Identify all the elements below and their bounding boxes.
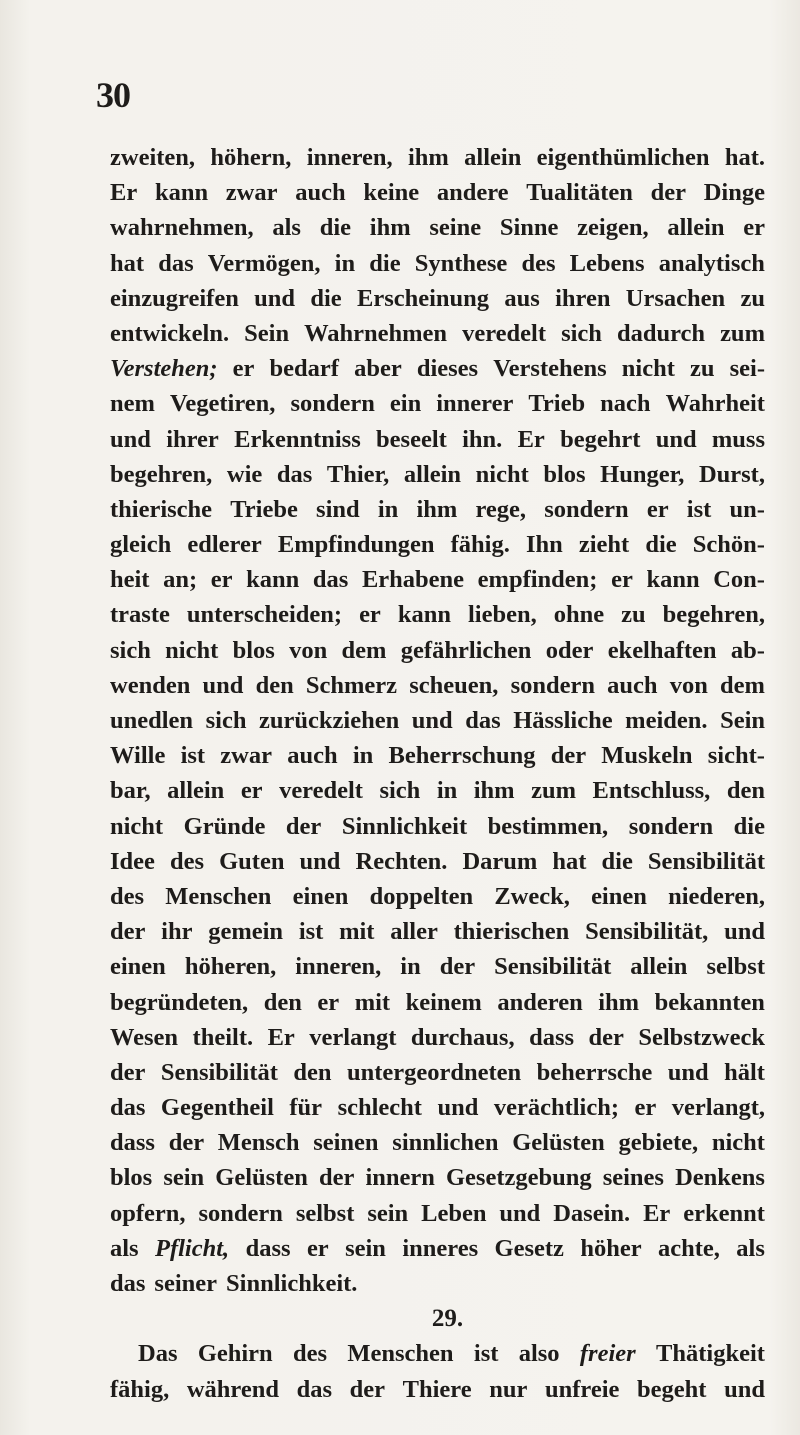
text-line: der ihr gemein ist mit aller thierischen Sensibilität, und (110, 918, 765, 946)
section-number (110, 1301, 765, 1336)
text-line: als Pflicht, dass er sein inneres Gesetz höher achte, als (110, 1234, 765, 1262)
text-line: traste unterscheiden; er kann lieben, ohne zu begehren, (110, 601, 765, 629)
text-line: thierische Triebe sind in ihm rege, sondern er ist un- (110, 495, 765, 523)
text-line: Wesen theilt. Er verlangt durchaus, dass der Selbstzweck (110, 1023, 765, 1051)
text-line: heit an; er kann das Erhabene empfinden; er kann Con- (110, 566, 765, 594)
body-text (110, 140, 765, 1407)
text-line: das Gegentheil für schlecht und verächtlich; er verlangt, (110, 1094, 765, 1122)
text-line: dass der Mensch seinen sinnlichen Gelüsten gebiete, nicht (110, 1129, 765, 1157)
text-line: opfern, sondern selbst sein Leben und Dasein. Er erkennt (110, 1199, 765, 1227)
section-text-line: Das Gehirn des Menschen ist also freier Thätigkeit (138, 1340, 765, 1368)
page-number: 30 (96, 75, 130, 115)
text-line: begehren, wie das Thier, allein nicht blos Hunger, Durst, (110, 460, 765, 488)
text-line: entwickeln. Sein Wahrnehmen veredelt sich dadurch zum (110, 319, 765, 347)
text-line: das seiner Sinnlichkeit. (110, 1270, 358, 1297)
text-line: Idee des Guten und Rechten. Darum hat die Sensibilität (110, 847, 765, 875)
section-text-line: fähig, während das der Thiere nur unfreie begeht und (110, 1375, 765, 1403)
text-line: Wille ist zwar auch in Beherrschung der Muskeln sicht- (110, 742, 765, 770)
text-line: blos sein Gelüsten der innern Gesetzgebung seines Denkens (110, 1164, 765, 1192)
text-line: unedlen sich zurückziehen und das Hässliche meiden. Sein (110, 707, 765, 734)
text-line: bar, allein er veredelt sich in ihm zum Entschluss, den (110, 777, 765, 805)
text-line: Er kann zwar auch keine andere Tualitäten der Dinge (110, 179, 765, 207)
text-line: wahrnehmen, als die ihm seine Sinne zeigen, allein er (110, 214, 765, 242)
text-line: der Sensibilität den untergeordneten beherrsche und hält (110, 1058, 765, 1086)
text-line: begründeten, den er mit keinem anderen ihm bekannten (110, 988, 765, 1016)
text-line: einzugreifen und die Erscheinung aus ihren Ursachen zu (110, 284, 765, 312)
section-number-label: 29. (431, 1305, 464, 1333)
text-line: wenden und den Schmerz scheuen, sondern auch von dem (110, 671, 765, 699)
text-line: hat das Vermögen, in die Synthese des Lebens analytisch (110, 249, 765, 277)
text-line: Verstehen; er bedarf aber dieses Verstehens nicht zu sei- (110, 355, 765, 383)
text-line: gleich edlerer Empfindungen fähig. Ihn zieht die Schön- (110, 531, 765, 559)
text-line: des Menschen einen doppelten Zweck, einen niederen, (110, 882, 765, 910)
text-line: sich nicht blos von dem gefährlichen oder ekelhaften ab- (110, 636, 765, 664)
text-line: einen höheren, inneren, in der Sensibilität allein selbst (110, 953, 765, 981)
text-line: nem Vegetiren, sondern ein innerer Trieb nach Wahrheit (110, 390, 765, 418)
text-line: und ihrer Erkenntniss beseelt ihn. Er begehrt und muss (110, 425, 765, 453)
text-line: nicht Gründe der Sinnlichkeit bestimmen, sondern die (110, 812, 765, 840)
text-line: zweiten, höhern, inneren, ihm allein eigenthümlichen hat. (110, 144, 765, 171)
